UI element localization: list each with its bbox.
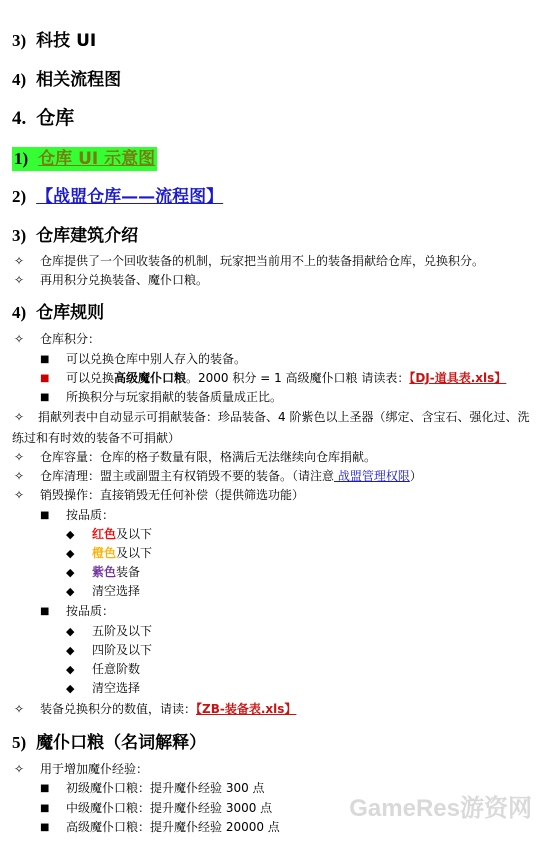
grain-high: 高级魔仆口粮：提升魔仆经验 20000 点 <box>66 820 280 834</box>
option-clear-tier[interactable]: 清空选择 <box>92 681 141 695</box>
option-clear-quality[interactable]: 清空选择 <box>92 584 141 598</box>
grain-use: 用于增加魔仆经验： <box>40 762 149 776</box>
equipment-table-link[interactable]: 【ZB-装备表.xls】 <box>196 702 297 716</box>
diamond-bullet-icon: ✧ <box>14 332 25 346</box>
rule-donate: 捐献列表中自动显示可捐献装备：珍品装备、4 阶紫色以上圣器（绑定、含宝石、强化过、洗练过和有时效的装备不可捐献） <box>12 410 530 445</box>
square-bullet-icon: ■ <box>40 373 50 384</box>
watermark: GameRes游资网 <box>349 795 532 822</box>
intro-line-2: 再用积分兑换装备、魔仆口粮。 <box>40 273 209 287</box>
heading-tech-ui: 3) 科技 UI <box>12 31 97 51</box>
rule-points-c: 所换积分与玩家捐献的装备质量成正比。 <box>66 390 283 404</box>
highlight: 1) 仓库 UI 示意图 <box>14 149 156 169</box>
diamond-bullet-icon: ✧ <box>14 273 25 287</box>
square-bullet-icon: ■ <box>40 354 50 365</box>
filled-diamond-icon: ◆ <box>66 682 75 695</box>
filled-diamond-icon: ◆ <box>66 547 75 560</box>
union-warehouse-flow-link[interactable]: 【战盟仓库——流程图】 <box>36 187 224 207</box>
filled-diamond-icon: ◆ <box>66 663 75 676</box>
heading-union-flow: 2) 【战盟仓库——流程图】 <box>12 187 224 207</box>
option-tier-any[interactable]: 任意阶数 <box>92 662 141 676</box>
option-red[interactable]: 红色及以下 <box>92 527 153 541</box>
filter-by-tier: 按品质： <box>66 604 115 618</box>
grain-basic: 初级魔仆口粮：提升魔仆经验 300 点 <box>66 781 265 795</box>
item-table-link[interactable]: 【DJ-道具表.xls】 <box>409 371 507 385</box>
diamond-bullet-icon: ✧ <box>14 254 25 268</box>
square-bullet-icon: ■ <box>40 822 50 833</box>
option-tier-five[interactable]: 五阶及以下 <box>92 624 153 638</box>
filled-diamond-icon: ◆ <box>66 585 75 598</box>
rule-points: 仓库积分： <box>40 332 101 346</box>
rule-clean: 仓库清理：盟主或副盟主有权销毁不要的装备。（请注意 战盟管理权限） <box>40 469 422 483</box>
heading-grain: 5) 魔仆口粮（名词解释） <box>12 733 207 753</box>
rule-points-a: 可以兑换仓库中别人存入的装备。 <box>66 352 247 366</box>
rule-points-b: 可以兑换高级魔仆口粮。2000 积分 = 1 高级魔仆口粮 请读表：【DJ-道具表.xls】 <box>66 371 507 385</box>
rule-capacity: 仓库容量：仓库的格子数量有限，格满后无法继续向仓库捐献。 <box>40 450 377 464</box>
heading-intro: 3) 仓库建筑介绍 <box>12 226 139 246</box>
filled-diamond-icon: ◆ <box>66 625 75 638</box>
diamond-bullet-icon: ✧ <box>14 702 25 716</box>
diamond-bullet-icon: ✧ <box>14 469 25 483</box>
union-permission-link[interactable]: 战盟管理权限 <box>334 469 410 483</box>
filter-by-quality: 按品质： <box>66 508 115 522</box>
square-bullet-icon: ■ <box>40 803 50 814</box>
option-orange[interactable]: 橙色及以下 <box>92 546 153 560</box>
square-bullet-icon: ■ <box>40 510 50 521</box>
diamond-bullet-icon: ✧ <box>14 450 25 464</box>
diamond-bullet-icon: ✧ <box>14 488 25 502</box>
rule-destroy: 销毁操作：直接销毁无任何补偿（提供筛选功能） <box>40 488 305 502</box>
option-purple[interactable]: 紫色装备 <box>92 565 141 579</box>
heading-warehouse-ui <box>12 144 157 169</box>
diamond-bullet-icon: ✧ <box>14 410 25 424</box>
heading-warehouse: 4. 仓库 <box>12 107 75 129</box>
square-bullet-icon: ■ <box>40 392 50 403</box>
heading-rules: 4) 仓库规则 <box>12 303 105 323</box>
intro-line-1: 仓库提供了一个回收装备的机制，玩家把当前用不上的装备捐献给仓库，兑换积分。 <box>40 254 485 268</box>
filled-diamond-icon: ◆ <box>66 528 75 541</box>
heading-flowchart: 4) 相关流程图 <box>12 70 122 90</box>
square-bullet-icon: ■ <box>40 783 50 794</box>
grain-mid: 中级魔仆口粮：提升魔仆经验 3000 点 <box>66 801 273 815</box>
option-tier-four[interactable]: 四阶及以下 <box>92 643 153 657</box>
square-bullet-icon: ■ <box>40 606 50 617</box>
filled-diamond-icon: ◆ <box>66 566 75 579</box>
rule-exchange: 装备兑换积分的数值，请读：【ZB-装备表.xls】 <box>40 702 297 716</box>
filled-diamond-icon: ◆ <box>66 644 75 657</box>
warehouse-ui-link[interactable]: 仓库 UI 示意图 <box>38 149 156 169</box>
diamond-bullet-icon: ✧ <box>14 762 25 776</box>
